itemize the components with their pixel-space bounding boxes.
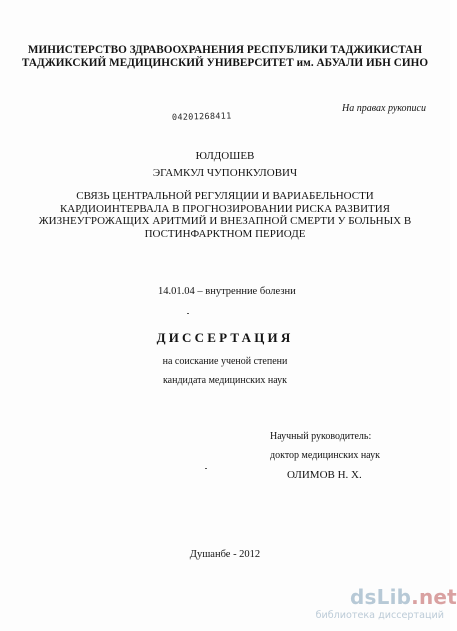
author-given-names: ЭГАМКУЛ ЧУПОНКУЛОВИЧ — [152, 167, 298, 179]
degree-line-1: на соискание ученой степени — [162, 356, 288, 367]
title-line: СВЯЗЬ ЦЕНТРАЛЬНОЙ РЕГУЛЯЦИИ И ВАРИАБЕЛЬНОСТИ — [76, 190, 374, 202]
watermark-logo-main: dsLib — [350, 585, 412, 609]
university-heading: ТАДЖИКСКИЙ МЕДИЦИНСКИЙ УНИВЕРСИТЕТ им. АБУАЛИ ИБН СИНО — [21, 57, 429, 69]
scan-speck — [187, 313, 189, 314]
supervisor-title: доктор медицинских наук — [270, 450, 380, 461]
title-line: ЖИЗНЕУГРОЖАЩИХ АРИТМИЙ И ВНЕЗАПНОЙ СМЕРТИ У БОЛЬНЫХ В — [38, 215, 412, 228]
document-type: ДИССЕРТАЦИЯ — [156, 330, 294, 345]
title-line: КАРДИОИНТЕРВАЛА В ПРОГНОЗИРОВАНИИ РИСКА РАЗВИТИЯ — [59, 202, 391, 215]
author-surname: ЮЛДОШЕВ — [195, 150, 255, 162]
watermark-logo-tld: .net — [411, 585, 457, 609]
title-line: ПОСТИНФАРКТНОМ ПЕРИОДЕ — [144, 227, 306, 240]
ministry-heading: МИНИСТЕРСТВО ЗДРАВООХРАНЕНИЯ РЕСПУБЛИКИ ТАДЖИКИСТАН — [27, 44, 423, 56]
scan-speck — [205, 468, 207, 469]
supervisor-label: Научный руководитель: — [270, 431, 372, 442]
degree-line-2: кандидата медицинских наук — [162, 375, 288, 386]
dslib-watermark — [315, 585, 457, 626]
supervisor-name: ОЛИМОВ Н. Х. — [287, 469, 362, 481]
specialty: 14.01.04 – внутренние болезни — [158, 286, 296, 297]
city-year: Душанбе - 2012 — [189, 549, 261, 560]
watermark-subtitle: библиотека диссертаций — [315, 610, 444, 621]
watermark-logo — [350, 586, 457, 608]
registration-number: 04201268411 — [171, 111, 232, 123]
rights-note: На правах рукописи — [342, 103, 426, 114]
